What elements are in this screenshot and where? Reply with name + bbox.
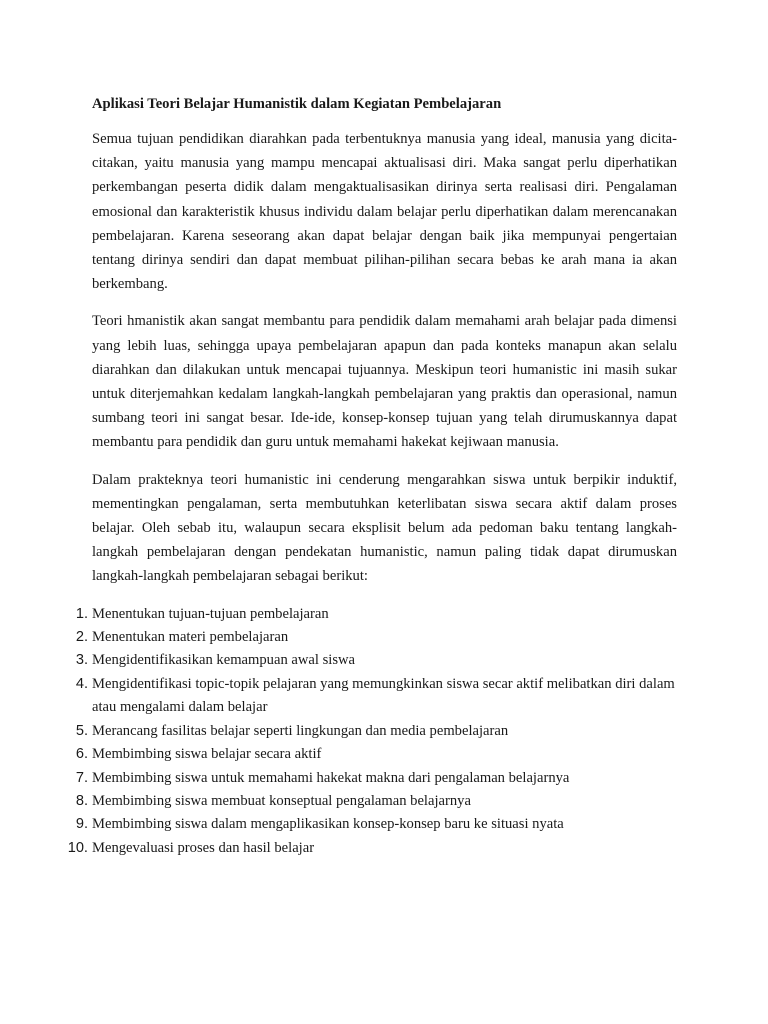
list-item: [75, 790, 677, 813]
paragraph-3: Dalam prakteknya teori humanistic ini cenderung mengarahkan siswa untuk berpikir induktif, mementingkan pengalaman, serta membutuhkan keterlibatan siswa secara aktif dalam proses belajar. Oleh sebab itu, walaupun secara eksplisit belum ada pedoman baku tentang langkah-langkah pembelajaran dengan pendekatan humanistic, namun paling tidak dapat dirumuskan langkah-langkah pembelajaran sebagai berikut:: [92, 471, 677, 585]
list-item: [75, 813, 677, 836]
paragraph-2: Teori hmanistik akan sangat membantu para pendidik dalam memahami arah belajar pada dimensi yang lebih luas, sehingga upaya pembelajaran apapun dan pada konteks manapun akan selalu diarahkan dan dilakukan untuk mencapai tujuannya. Meskipun teori humanistic ini masih sukar untuk diterjemahkan kedalam langkah-langkah pembelajaran yang praktis dan operasional, namun sumbang teori ini sangat besar. Ide-ide, konsep-konsep tujuan yang telah dirumuskannya dapat membantu para pendidik dan guru untuk memahami hakekat kejiwaan manusia.: [92, 313, 677, 451]
list-item-number: 7.: [75, 769, 88, 786]
list-item-number: 10.: [67, 839, 88, 856]
list-item: [75, 649, 677, 672]
list-item: [75, 673, 677, 720]
list-item: [75, 743, 677, 766]
list-item-text: Membimbing siswa belajar secara aktif: [92, 746, 322, 763]
list-item: [67, 837, 677, 860]
list-item: [75, 603, 677, 626]
list-item: [75, 626, 677, 649]
list-item-number: 3.: [75, 652, 88, 669]
list-item-text: Membimbing siswa dalam mengaplikasikan konsep-konsep baru ke situasi nyata: [92, 816, 564, 833]
document-page: [67, 93, 677, 860]
list-item-number: 4.: [75, 675, 88, 692]
document-title: Aplikasi Teori Belajar Humanistik dalam Kegiatan Pembelajaran: [92, 96, 502, 112]
list-item-text: Merancang fasilitas belajar seperti lingkungan dan media pembelajaran: [92, 722, 509, 739]
paragraph-1: Semua tujuan pendidikan diarahkan pada terbentuknya manusia yang ideal, manusia yang dicita-citakan, yaitu manusia yang mampu mencapai aktualisasi diri. Maka sangat perlu diperhatikan perkembangan peserta didik dalam mengaktualisasikan dirinya serta realisasi diri. Pengalaman emosional dan karakteristik khusus individu dalam belajar perlu diperhatikan dalam merencanakan pembelajaran. Karena seseorang akan dapat belajar dengan baik jika mempunyai pengertaian tentang dirinya sendiri dan dapat membuat pilihan-pilihan secara bebas ke arah mana ia akan berkembang.: [92, 131, 677, 293]
list-item-text: Mengevaluasi proses dan hasil belajar: [92, 839, 315, 856]
list-item-number: 8.: [75, 792, 88, 809]
list-item-number: 2.: [75, 629, 88, 646]
list-item-text: Mengidentifikasi topic-topik pelajaran yang memungkinkan siswa secar aktif melibatkan diri dalam atau mengalami dalam belajar: [92, 675, 675, 716]
learning-steps-list: [67, 603, 677, 860]
list-item-number: 1.: [75, 605, 88, 622]
list-item-text: Membimbing siswa membuat konseptual pengalaman belajarnya: [92, 792, 471, 809]
list-item-number: 6.: [75, 746, 88, 763]
list-item: [75, 767, 677, 790]
list-item-text: Membimbing siswa untuk memahami hakekat makna dari pengalaman belajarnya: [92, 769, 570, 786]
list-item-text: Mengidentifikasikan kemampuan awal siswa: [92, 652, 356, 669]
list-item-number: 9.: [75, 816, 88, 833]
list-item-text: Menentukan tujuan-tujuan pembelajaran: [92, 605, 329, 622]
list-item-text: Menentukan materi pembelajaran: [92, 629, 289, 646]
list-item: [75, 720, 677, 743]
list-item-number: 5.: [75, 722, 88, 739]
